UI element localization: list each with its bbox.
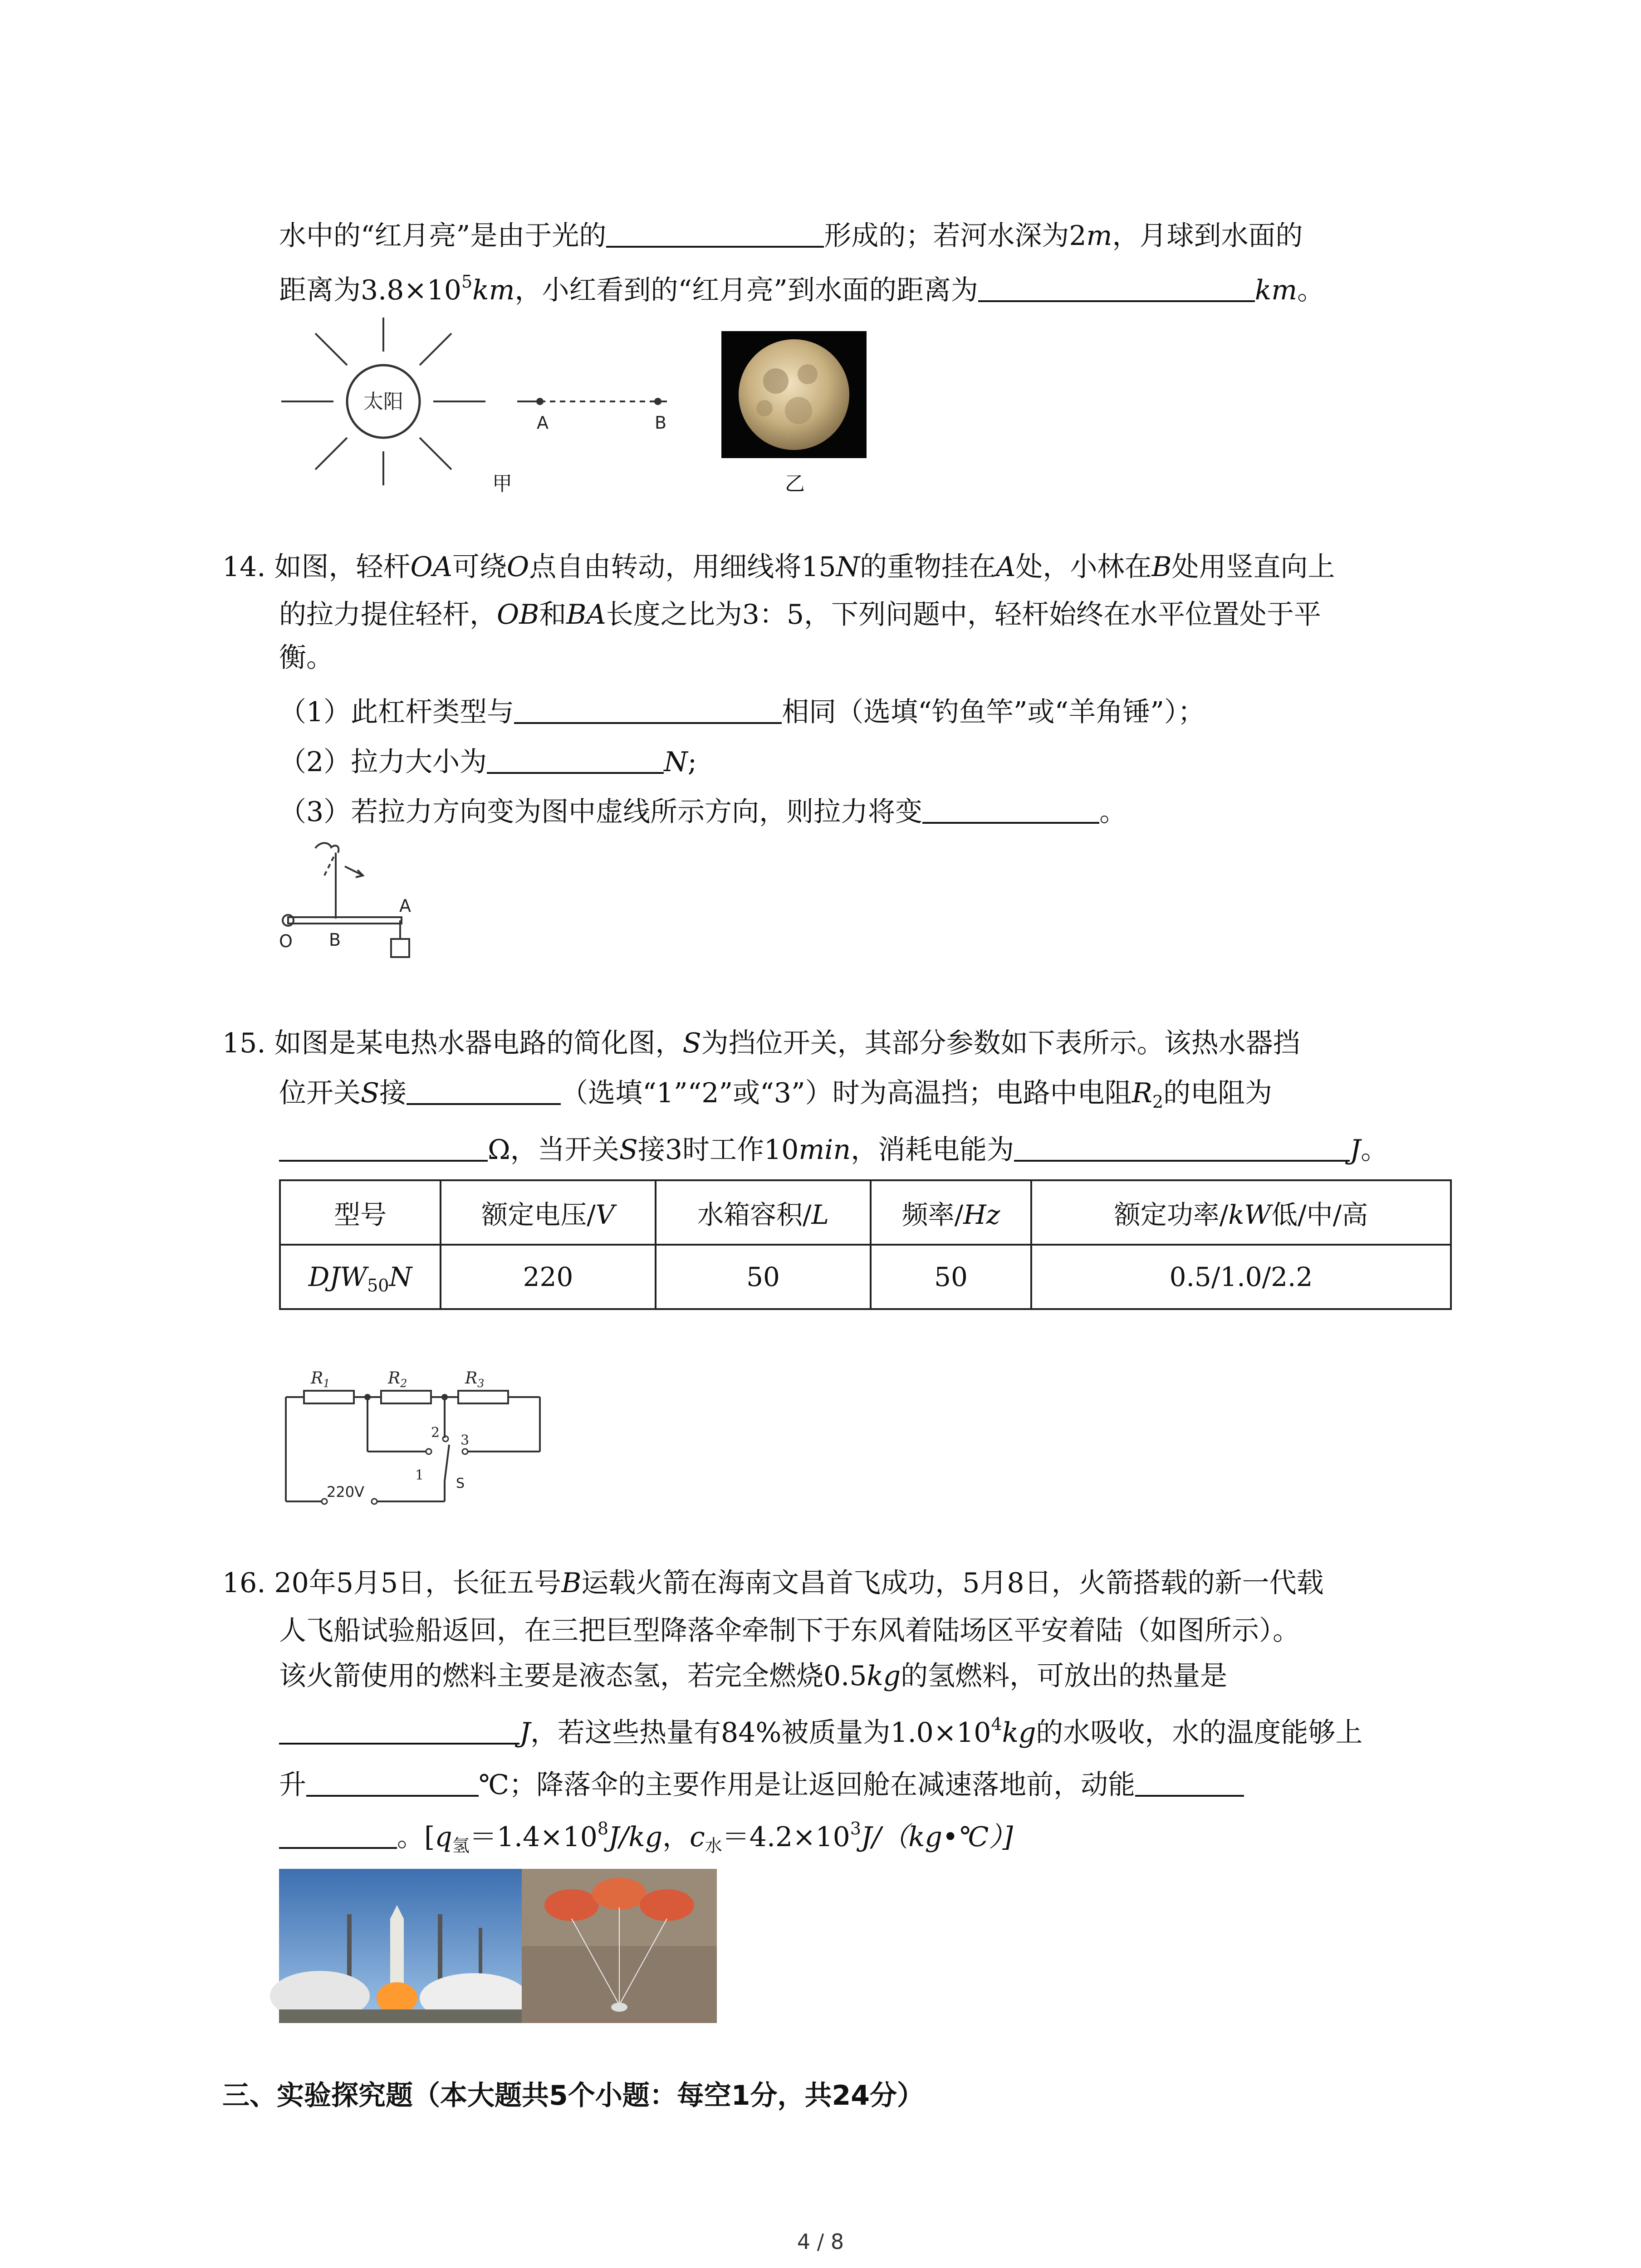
rocket-launch-photo bbox=[279, 1869, 522, 2023]
th-power: 额定功率/kW低/中/高 bbox=[1031, 1180, 1451, 1245]
q13-sun-figure bbox=[272, 318, 681, 485]
q14-line-2: 的拉力提住轻杆，OB和BA长度之比为3：5，下列问题中，轻杆始终在水平位置处于平 bbox=[279, 599, 1322, 631]
q15-line-2: 位开关S接 （选填“1”“2”或“3”）时为高温挡；电路中电阻$R_2$的电阻为 bbox=[279, 1075, 1272, 1111]
td-frequency: 50 bbox=[871, 1245, 1031, 1309]
caption-jia: 甲 bbox=[492, 472, 512, 495]
td-capacity: 50 bbox=[656, 1245, 871, 1309]
td-power: 0.5/1.0/2.2 bbox=[1031, 1245, 1451, 1309]
td-model: $DJW_{50}N$ bbox=[280, 1245, 441, 1309]
td-voltage: 220 bbox=[441, 1245, 656, 1309]
q14-blank-1[interactable] bbox=[514, 694, 782, 724]
q16-line-3: 该火箭使用的燃料主要是液态氢，若完全燃烧0.5kg的氢燃料，可放出的热量是 bbox=[279, 1660, 1228, 1692]
lever-a-label: A bbox=[399, 896, 411, 916]
switch-pos-2: 2 bbox=[431, 1425, 440, 1441]
lever-o-label: O bbox=[279, 931, 293, 951]
table-row bbox=[280, 1245, 1451, 1309]
q14-blank-3[interactable] bbox=[922, 794, 1099, 824]
switch-s-label: S bbox=[456, 1476, 465, 1491]
q15-blank-1[interactable] bbox=[407, 1075, 561, 1105]
caption-yi: 乙 bbox=[785, 472, 805, 495]
th-capacity: 水箱容积/L bbox=[656, 1180, 871, 1245]
q13-line-1: 水中的“红月亮”是由于光的 形成的；若河水深为2m，月球到水面的 bbox=[279, 218, 1303, 254]
q16-line-6: 。[$q_氢=1.4\times 10^8J/kg$，$c_水=4.2\times 10^3J/(kg•℃)$] bbox=[279, 1819, 1013, 1855]
q14-line-1: 14. 如图，轻杆OA可绕O点自由转动，用细线将15N的重物挂在A处，小林在B处用竖直向上 bbox=[222, 551, 1335, 583]
point-a-label: A bbox=[537, 413, 549, 433]
r3-label: $R_3$ bbox=[465, 1369, 485, 1390]
q13-blank-1[interactable] bbox=[606, 218, 824, 248]
q14-sub-2: （2）拉力大小为 N; bbox=[279, 744, 697, 780]
r1-label: $R_1$ bbox=[311, 1369, 330, 1390]
q15-line-3: Ω，当开关S接3时工作10min，消耗电能为 J。 bbox=[279, 1132, 1388, 1168]
circuit-diagram bbox=[277, 1361, 558, 1515]
q16-line-1: 16. 20年5月5日，长征五号B运载火箭在海南文昌首飞成功，5月8日，火箭搭载的新一代载 bbox=[222, 1567, 1324, 1599]
switch-pos-1: 1 bbox=[415, 1467, 424, 1483]
lever-b-label: B bbox=[329, 930, 341, 950]
r2-label: $R_2$ bbox=[388, 1369, 407, 1390]
q16-line-5: 升 ℃；降落伞的主要作用是让返回舱在减速落地前，动能 bbox=[279, 1767, 1244, 1803]
q13-blank-2[interactable] bbox=[978, 272, 1255, 302]
th-frequency: 频率/Hz bbox=[871, 1180, 1031, 1245]
q16-blank-1[interactable] bbox=[279, 1715, 519, 1745]
moon-photo bbox=[721, 331, 867, 458]
q16-line-4: J，若这些热量有84%被质量为$1.0\times 10^4kg$的水吸收，水的温度能够上 bbox=[279, 1715, 1362, 1751]
th-voltage: 额定电压/V bbox=[441, 1180, 656, 1245]
q15-line-1: 15. 如图是某电热水器电路的简化图，S为挡位开关，其部分参数如下表所示。该热水器挡 bbox=[222, 1027, 1300, 1059]
q14-sub-1: （1）此杠杆类型与 相同（选填“钓鱼竿”或“羊角锤”）； bbox=[279, 694, 1205, 730]
page-number: 4 / 8 bbox=[797, 2229, 844, 2254]
q16-line-2: 人飞船试验船返回，在三把巨型降落伞牵制下于东风着陆场区平安着陆（如图所示）。 bbox=[279, 1615, 1300, 1647]
section-3-heading: 三、实验探究题（本大题共5个小题：每空1分，共24分） bbox=[222, 2080, 924, 2112]
q13-line-2: 距离为$3.8\times 10^5km$，小红看到的“红月亮”到水面的距离为 km。 bbox=[279, 272, 1325, 306]
voltage-label: 220V bbox=[327, 1483, 364, 1501]
q16-blank-2[interactable] bbox=[306, 1767, 479, 1797]
lever-figure bbox=[277, 839, 431, 971]
point-b-label: B bbox=[655, 413, 667, 433]
q14-sub-3: （3）若拉力方向变为图中虚线所示方向，则拉力将变 。 bbox=[279, 794, 1127, 830]
q14-blank-2[interactable] bbox=[487, 744, 664, 774]
q16-blank-3b[interactable] bbox=[279, 1819, 397, 1849]
switch-pos-3: 3 bbox=[460, 1432, 470, 1448]
table-header-row bbox=[280, 1180, 1451, 1245]
q15-blank-2[interactable] bbox=[279, 1132, 488, 1162]
q15-blank-3[interactable] bbox=[1014, 1132, 1350, 1162]
parachute-landing-photo bbox=[522, 1869, 717, 2023]
sun-label: 太阳 bbox=[363, 390, 403, 413]
spec-table bbox=[279, 1179, 1452, 1310]
q14-line-3: 衡。 bbox=[279, 642, 333, 674]
q16-blank-3[interactable] bbox=[1135, 1767, 1244, 1797]
th-model: 型号 bbox=[280, 1180, 441, 1245]
